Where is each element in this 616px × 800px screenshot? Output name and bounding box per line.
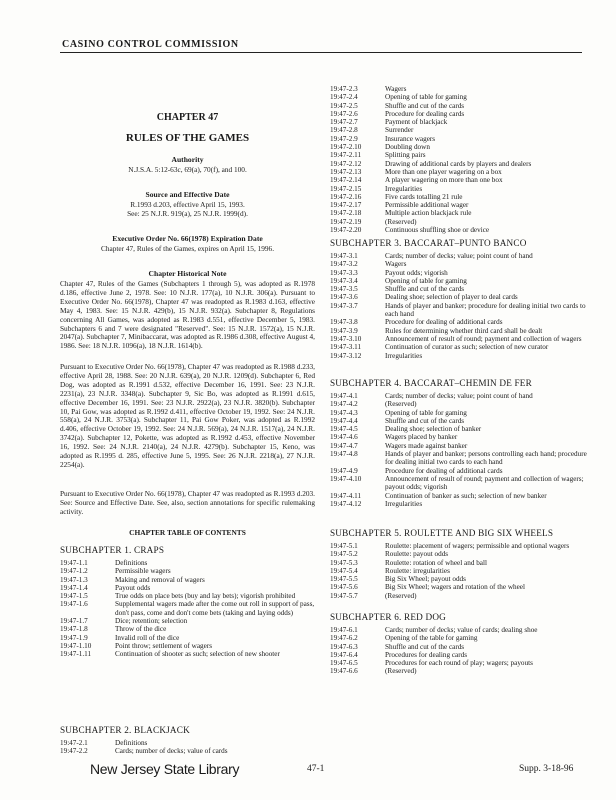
toc-section-title: Procedure for dealing of additional cards [385, 318, 503, 327]
toc-section-number: 19:47-1.5 [60, 592, 88, 601]
toc-section-title: Shuffle and cut of the cards [385, 285, 465, 294]
toc-entry [60, 625, 315, 633]
toc-section-number: 19:47-1.10 [60, 641, 92, 650]
toc-section-number: 19:47-1.9 [60, 633, 88, 642]
authority-heading: Authority [171, 155, 204, 164]
toc-entry [330, 425, 588, 433]
toc-section-number: 19:47-4.5 [330, 425, 358, 434]
toc-entry [330, 500, 588, 508]
toc-section-title: Roulette: placement of wagers; permissible and optional wagers [385, 542, 570, 550]
toc-entry [330, 126, 588, 134]
toc-section-title: Irregularities [385, 184, 423, 193]
toc-entry [330, 327, 588, 335]
toc-section-number: 19:47-6.1 [330, 626, 358, 634]
toc-section-number: 19:47-2.14 [330, 176, 362, 185]
toc-section-title: Dealing shoe; selection of player to deal cards [385, 293, 518, 302]
toc-section-number: 19:47-2.8 [330, 126, 358, 135]
chapter-title: RULES OF THE GAMES [125, 132, 250, 144]
toc-section-title: Definitions [115, 739, 148, 747]
toc-section-title: Roulette: irregularities [385, 566, 450, 575]
toc-entry [330, 400, 588, 408]
toc-entry [330, 475, 588, 492]
toc-section-title: A player wagering on more than one box [385, 176, 503, 185]
toc-section-title: Invalid roll of the dice [115, 633, 180, 642]
toc-section-title: Hands of player and banker; procedure for dealing initial two cards to each hand [385, 301, 586, 319]
toc-section-number: 19:47-3.5 [330, 285, 358, 294]
toc-section-number: 19:47-3.11 [330, 343, 362, 352]
toc-section-title: Continuation of shooter as such; selection of new shooter [115, 650, 280, 659]
toc-section-number: 19:47-1.3 [60, 575, 88, 584]
toc-entry [330, 160, 588, 168]
toc-entry [330, 592, 588, 600]
toc-section-title: (Reserved) [385, 667, 417, 676]
toc-section-number: 19:47-2.12 [330, 159, 362, 168]
toc-entry [330, 583, 588, 591]
subchapter-3-heading: SUBCHAPTER 3. BACCARAT–PUNTO BANCO [330, 238, 527, 248]
toc-section-title: Permissible additional wager [385, 201, 469, 210]
toc-entry [330, 252, 588, 260]
toc-section-number: 19:47-4.9 [330, 466, 358, 475]
toc-section-number: 19:47-2.4 [330, 93, 358, 102]
toc-section-number: 19:47-6.5 [330, 659, 358, 668]
toc-section-number: 19:47-3.9 [330, 326, 358, 335]
toc-section-number: 19:47-2.3 [330, 85, 358, 93]
toc-section-title: Continuous shuffling shoe or device [385, 226, 490, 235]
toc-section-number: 19:47-3.6 [330, 293, 358, 302]
history-paragraph-1: Chapter 47, Rules of the Games (Subchapters 1 through 5), was adopted as R.1978 d.186, effective June 2, 1978. See: 10 N.J.R. 177(a), 10 N.J.R. 306(a). Pursuant to Executive Order No. 66(1978), Chapter 47 was readopted as R.1983 d.163, effective May 4, 1983. See: 15 N.J.R. 429(b), 15 N.J.R. 932(a). Subchapter 8, Regulations concerning All Games, was adopted as R.1983 d.551, effective December 5, 1983. Subchapters 6 and 7 were designated "Reserved". See: 15 N.J.R. 1572(a), 15 N.J.R. 2047(a). Subchapter 7, Minibaccarat, was adopted as R.1986 d.308, effective August 4, 1986. See: 18 N.J.R. 1096(a), 18 N.J.R. 1614(b). [60, 279, 315, 351]
toc-section-number: 19:47-2.9 [330, 134, 358, 143]
toc-section-number: 19:47-3.2 [330, 260, 358, 269]
toc-section-number: 19:47-6.3 [330, 642, 358, 651]
toc-section-title: Wagers [385, 260, 407, 269]
toc-entry [330, 575, 588, 583]
toc-entry [330, 433, 588, 441]
toc-section-number: 19:47-4.10 [330, 474, 362, 483]
toc-section-title: Doubling down [385, 143, 430, 152]
toc-entry [60, 584, 315, 592]
toc-section-title: (Reserved) [385, 400, 417, 409]
toc-section-title: Rules for determining whether third card shall be dealt [385, 326, 543, 335]
toc-section-number: 19:47-5.2 [330, 550, 358, 559]
toc-section-title: Cards; number of decks; value; point count of hand [385, 392, 533, 400]
toc-section-number: 19:47-3.7 [330, 301, 358, 310]
toc-section-number: 19:47-2.1 [60, 739, 88, 747]
toc-section-number: 19:47-4.12 [330, 499, 362, 508]
toc-entry [330, 193, 588, 201]
toc-section-number: 19:47-2.17 [330, 201, 362, 210]
toc-section-title: Wagers [385, 85, 407, 93]
toc-section-title: Continuation of curator as such; selection of new curator [385, 343, 549, 352]
toc-section-number: 19:47-5.6 [330, 583, 358, 592]
toc-section-title: Payout odds; vigorish [385, 268, 448, 277]
toc-section-title: Drawing of additional cards by players and dealers [385, 159, 532, 168]
toc-section-number: 19:47-1.6 [60, 600, 88, 609]
toc-entry [60, 576, 315, 584]
toc-entry [60, 642, 315, 650]
toc-entry [330, 176, 588, 184]
toc-section-number: 19:47-4.11 [330, 491, 362, 500]
toc-entry [60, 567, 315, 575]
page-number: 47-1 [307, 764, 325, 774]
toc-section-number: 19:47-5.5 [330, 575, 358, 584]
toc-section-title: Opening of table for gaming [385, 408, 467, 417]
toc-entry [330, 442, 588, 450]
eo-heading: Executive Order No. 66(1978) Expiration Date [112, 234, 263, 243]
toc-section-title: Procedures for each round of play; wagers; payouts [385, 659, 533, 668]
toc-section-title: Five cards totalling 21 rule [385, 192, 463, 201]
supplement-date: Supp. 3-18-96 [519, 764, 574, 774]
toc-entry [330, 467, 588, 475]
history-paragraph-3: Pursuant to Executive Order No. 66(1978), Chapter 47 was readopted as R.1993 d.203. See: Source and Effective Date. See, also, section annotations for specific rulemaking activity. [60, 489, 315, 516]
toc-section-title: Insurance wagers [385, 134, 436, 143]
toc-section-title: True odds on place bets (buy and lay bets); vigorish prohibited [115, 592, 296, 601]
toc-section-number: 19:47-3.4 [330, 276, 358, 285]
toc-section-number: 19:47-6.6 [330, 667, 358, 676]
toc-entry [330, 392, 588, 400]
toc-entry [330, 302, 588, 319]
toc-entry [330, 285, 588, 293]
toc-section-number: 19:47-2.20 [330, 226, 362, 235]
toc-section-number: 19:47-1.11 [60, 650, 92, 659]
toc-section-title: Shuffle and cut of the cards [385, 642, 465, 651]
toc-entry [330, 450, 588, 467]
authority-text: N.J.S.A. 5:12-63c, 69(a), 70(f), and 100. [128, 165, 247, 174]
toc-section-title: Definitions [115, 559, 148, 567]
toc-section-number: 19:47-5.3 [330, 558, 358, 567]
toc-entry [60, 592, 315, 600]
toc-section-title: Announcement of result of round; payment and collection of wagers [385, 334, 582, 343]
toc-section-number: 19:47-2.15 [330, 184, 362, 193]
toc-section-number: 19:47-4.7 [330, 441, 358, 450]
toc-section-title: Continuation of banker as such; selection of new banker [385, 491, 547, 500]
toc-section-number: 19:47-4.1 [330, 392, 358, 400]
toc-section-title: Roulette: rotation of wheel and ball [385, 558, 487, 567]
subchapter-2-toc [60, 739, 315, 756]
toc-section-title: Hands of player and banker; persons controlling each hand; procedure for dealing initial two cards to each hand [385, 450, 587, 467]
toc-section-title: Permissible wagers [115, 567, 171, 576]
toc-entry [330, 201, 588, 209]
toc-entry [60, 739, 315, 747]
toc-section-title: Multiple action blackjack rule [385, 209, 472, 218]
toc-section-title: Supplemental wagers made after the come out roll in support of pass, don't pass, come and don't come bets (taking and laying odds) [115, 600, 315, 617]
source-line-2: See: 25 N.J.R. 919(a), 25 N.J.R. 1999(d). [127, 209, 248, 218]
toc-entry [330, 659, 588, 667]
toc-entry [330, 550, 588, 558]
source-line-1: R.1993 d.203, effective April 15, 1993. [130, 200, 245, 209]
eo-text: Chapter 47, Rules of the Games, expires on April 15, 1996. [100, 244, 275, 253]
toc-section-number: 19:47-3.3 [330, 268, 358, 277]
toc-entry [330, 626, 588, 634]
toc-entry [330, 135, 588, 143]
toc-section-title: Payout odds [115, 583, 151, 592]
subchapter-1-toc [60, 559, 315, 659]
toc-section-title: Throw of the dice [115, 625, 167, 634]
toc-entry [330, 218, 588, 226]
toc-entry [330, 185, 588, 193]
toc-entry [330, 567, 588, 575]
toc-entry [330, 318, 588, 326]
toc-entry [330, 226, 588, 234]
toc-section-number: 19:47-2.2 [60, 747, 88, 756]
toc-entry [330, 634, 588, 642]
toc-entry [330, 209, 588, 217]
toc-entry [60, 617, 315, 625]
subchapter-4-heading: SUBCHAPTER 4. BACCARAT–CHEMIN DE FER [330, 378, 532, 388]
toc-section-number: 19:47-2.18 [330, 209, 362, 218]
toc-entry [60, 600, 315, 617]
toc-section-title: Procedure for dealing cards [385, 109, 465, 118]
toc-entry [60, 559, 315, 567]
toc-entry [330, 118, 588, 126]
subchapter-6-toc [330, 626, 588, 676]
toc-section-title: Irregularities [385, 351, 423, 360]
toc-entry [330, 335, 588, 343]
toc-section-title: Shuffle and cut of the cards [385, 416, 465, 425]
toc-section-number: 19:47-2.11 [330, 151, 362, 160]
toc-entry [330, 492, 588, 500]
toc-entry [330, 559, 588, 567]
toc-section-title: Making and removal of wagers [115, 575, 205, 584]
subchapter-2-heading: SUBCHAPTER 2. BLACKJACK [60, 725, 190, 735]
library-stamp: New Jersey State Library [90, 761, 240, 777]
toc-entry [330, 667, 588, 675]
toc-section-number: 19:47-1.1 [60, 559, 88, 567]
toc-section-number: 19:47-2.13 [330, 167, 362, 176]
toc-entry [60, 747, 315, 755]
toc-section-title: Point throw; settlement of wagers [115, 641, 213, 650]
toc-entry [330, 542, 588, 550]
toc-section-title: Opening of table for gaming [385, 93, 467, 102]
toc-section-number: 19:47-5.4 [330, 566, 358, 575]
toc-section-number: 19:47-1.4 [60, 583, 88, 592]
chapter-number: CHAPTER 47 [156, 112, 219, 123]
toc-section-title: Big Six Wheel; payout odds [385, 575, 466, 584]
toc-entry [330, 269, 588, 277]
toc-section-number: 19:47-3.8 [330, 318, 358, 327]
toc-section-number: 19:47-2.19 [330, 217, 362, 226]
subchapter-3-toc [330, 252, 588, 360]
history-heading: Chapter Historical Note [148, 269, 227, 278]
subchapter-5-heading: SUBCHAPTER 5. ROULETTE AND BIG SIX WHEELS [330, 528, 554, 538]
toc-section-number: 19:47-4.3 [330, 408, 358, 417]
toc-section-title: Wagers made against banker [385, 441, 468, 450]
toc-entry [330, 85, 588, 93]
toc-entry [60, 634, 315, 642]
toc-section-number: 19:47-2.10 [330, 143, 362, 152]
toc-section-title: (Reserved) [385, 217, 417, 226]
toc-section-title: Dice; retention; selection [115, 617, 188, 626]
toc-entry [330, 102, 588, 110]
toc-section-title: More than one player wagering on a box [385, 167, 502, 176]
toc-entry [330, 143, 588, 151]
toc-entry [330, 293, 588, 301]
toc-section-title: Dealing shoe; selection of banker [385, 425, 482, 434]
toc-section-number: 19:47-1.2 [60, 567, 88, 576]
subchapter-5-toc [330, 542, 588, 600]
toc-section-number: 19:47-1.8 [60, 625, 88, 634]
toc-entry [330, 277, 588, 285]
toc-heading: CHAPTER TABLE OF CONTENTS [129, 528, 246, 537]
toc-entry [330, 260, 588, 268]
toc-section-title: Procedure for dealing of additional cards [385, 466, 503, 475]
toc-section-number: 19:47-6.4 [330, 650, 358, 659]
toc-section-number: 19:47-2.7 [330, 118, 358, 127]
toc-entry [330, 643, 588, 651]
toc-entry [330, 352, 588, 360]
toc-section-title: Shuffle and cut of the cards [385, 101, 465, 110]
toc-section-number: 19:47-3.1 [330, 252, 358, 260]
toc-section-title: Opening of table for gaming [385, 276, 467, 285]
toc-section-title: (Reserved) [385, 591, 417, 600]
toc-section-number: 19:47-2.5 [330, 101, 358, 110]
toc-entry [330, 417, 588, 425]
toc-section-number: 19:47-4.6 [330, 433, 358, 442]
toc-entry [330, 168, 588, 176]
toc-section-title: Payment of blackjack [385, 118, 448, 127]
toc-section-number: 19:47-5.7 [330, 591, 358, 600]
toc-section-title: Surrender [385, 126, 414, 135]
toc-section-number: 19:47-3.10 [330, 334, 362, 343]
toc-section-title: Procedures for dealing cards [385, 650, 468, 659]
toc-section-title: Irregularities [385, 499, 423, 508]
toc-section-number: 19:47-6.2 [330, 634, 358, 643]
toc-section-title: Cards; number of decks; value; point count of hand [385, 252, 533, 260]
header-rule [60, 52, 582, 53]
toc-section-number: 19:47-4.4 [330, 416, 358, 425]
subchapter-2-toc-continued [330, 85, 588, 234]
history-paragraph-2: Pursuant to Executive Order No. 66(1978), Chapter 47 was readopted as R.1988 d.233, effective April 28, 1988. See: 20 N.J.R. 639(a), 20 N.J.R. 1209(d). Subchapter 6, Red Dog, was adopted as R.1991 d.532, effective December 16, 1991. See: 23 N.J.R. 2231(a), 23 N.J.R. 3348(a). Subchapter 9, Sic Bo, was adopted as R.1991 d.615, effective December 16, 1991. See: 23 N.J.R. 2922(a), 23 N.J.R. 3820(b). Subchapter 10, Pai Gow, was adopted as R.1992 d.411, effective October 19, 1992. See: 24 N.J.R. 558(a), 24 N.J.R. 3753(a). Subchapter 11, Pai Gow Poker, was adopted as R.1992 d.406, effective October 19, 1992. See: 24 N.J.R. 569(a), 24 N.J.R. 1517(a), 24 N.J.R. 3742(a). Subchapter 12, Pokette, was adopted as R.1992 d.453, effective November 16, 1992. See: 24 N.J.R. 2140(a), 24 N.J.R. 4279(b). Subchapter 15, Keno, was adopted as R.1995 d. 285, effective June 5, 1995. See: 26 N.J.R. 2218(a), 27 N.J.R. 2254(a). [60, 362, 315, 469]
toc-section-number: 19:47-2.6 [330, 109, 358, 118]
toc-entry [330, 409, 588, 417]
toc-entry [330, 110, 588, 118]
toc-entry [330, 151, 588, 159]
toc-section-title: Cards; number of decks; value of cards [115, 747, 228, 756]
source-heading: Source and Effective Date [145, 190, 230, 199]
toc-section-number: 19:47-4.2 [330, 400, 358, 409]
toc-entry [60, 650, 315, 658]
toc-section-title: Big Six Wheel; wagers and rotation of the wheel [385, 583, 525, 592]
toc-entry [330, 93, 588, 101]
toc-section-title: Roulette: payout odds [385, 550, 449, 559]
toc-section-number: 19:47-3.12 [330, 351, 362, 360]
toc-section-title: Wagers placed by banker [385, 433, 458, 442]
toc-section-number: 19:47-1.7 [60, 617, 88, 626]
subchapter-1-heading: SUBCHAPTER 1. CRAPS [60, 545, 165, 555]
toc-section-title: Splitting pairs [385, 151, 426, 160]
toc-section-number: 19:47-5.1 [330, 542, 358, 550]
toc-section-title: Cards; number of decks; value of cards; dealing shoe [385, 626, 538, 634]
subchapter-4-toc [330, 392, 588, 508]
toc-entry [330, 343, 588, 351]
toc-section-title: Opening of the table for gaming [385, 634, 478, 643]
toc-section-number: 19:47-4.8 [330, 450, 358, 459]
running-header: CASINO CONTROL COMMISSION [62, 39, 239, 50]
toc-section-title: Announcement of result of round; payment and collection of wagers; payout odds; vigorish [385, 474, 584, 492]
subchapter-6-heading: SUBCHAPTER 6. RED DOG [330, 612, 446, 622]
toc-section-number: 19:47-2.16 [330, 192, 362, 201]
toc-entry [330, 651, 588, 659]
